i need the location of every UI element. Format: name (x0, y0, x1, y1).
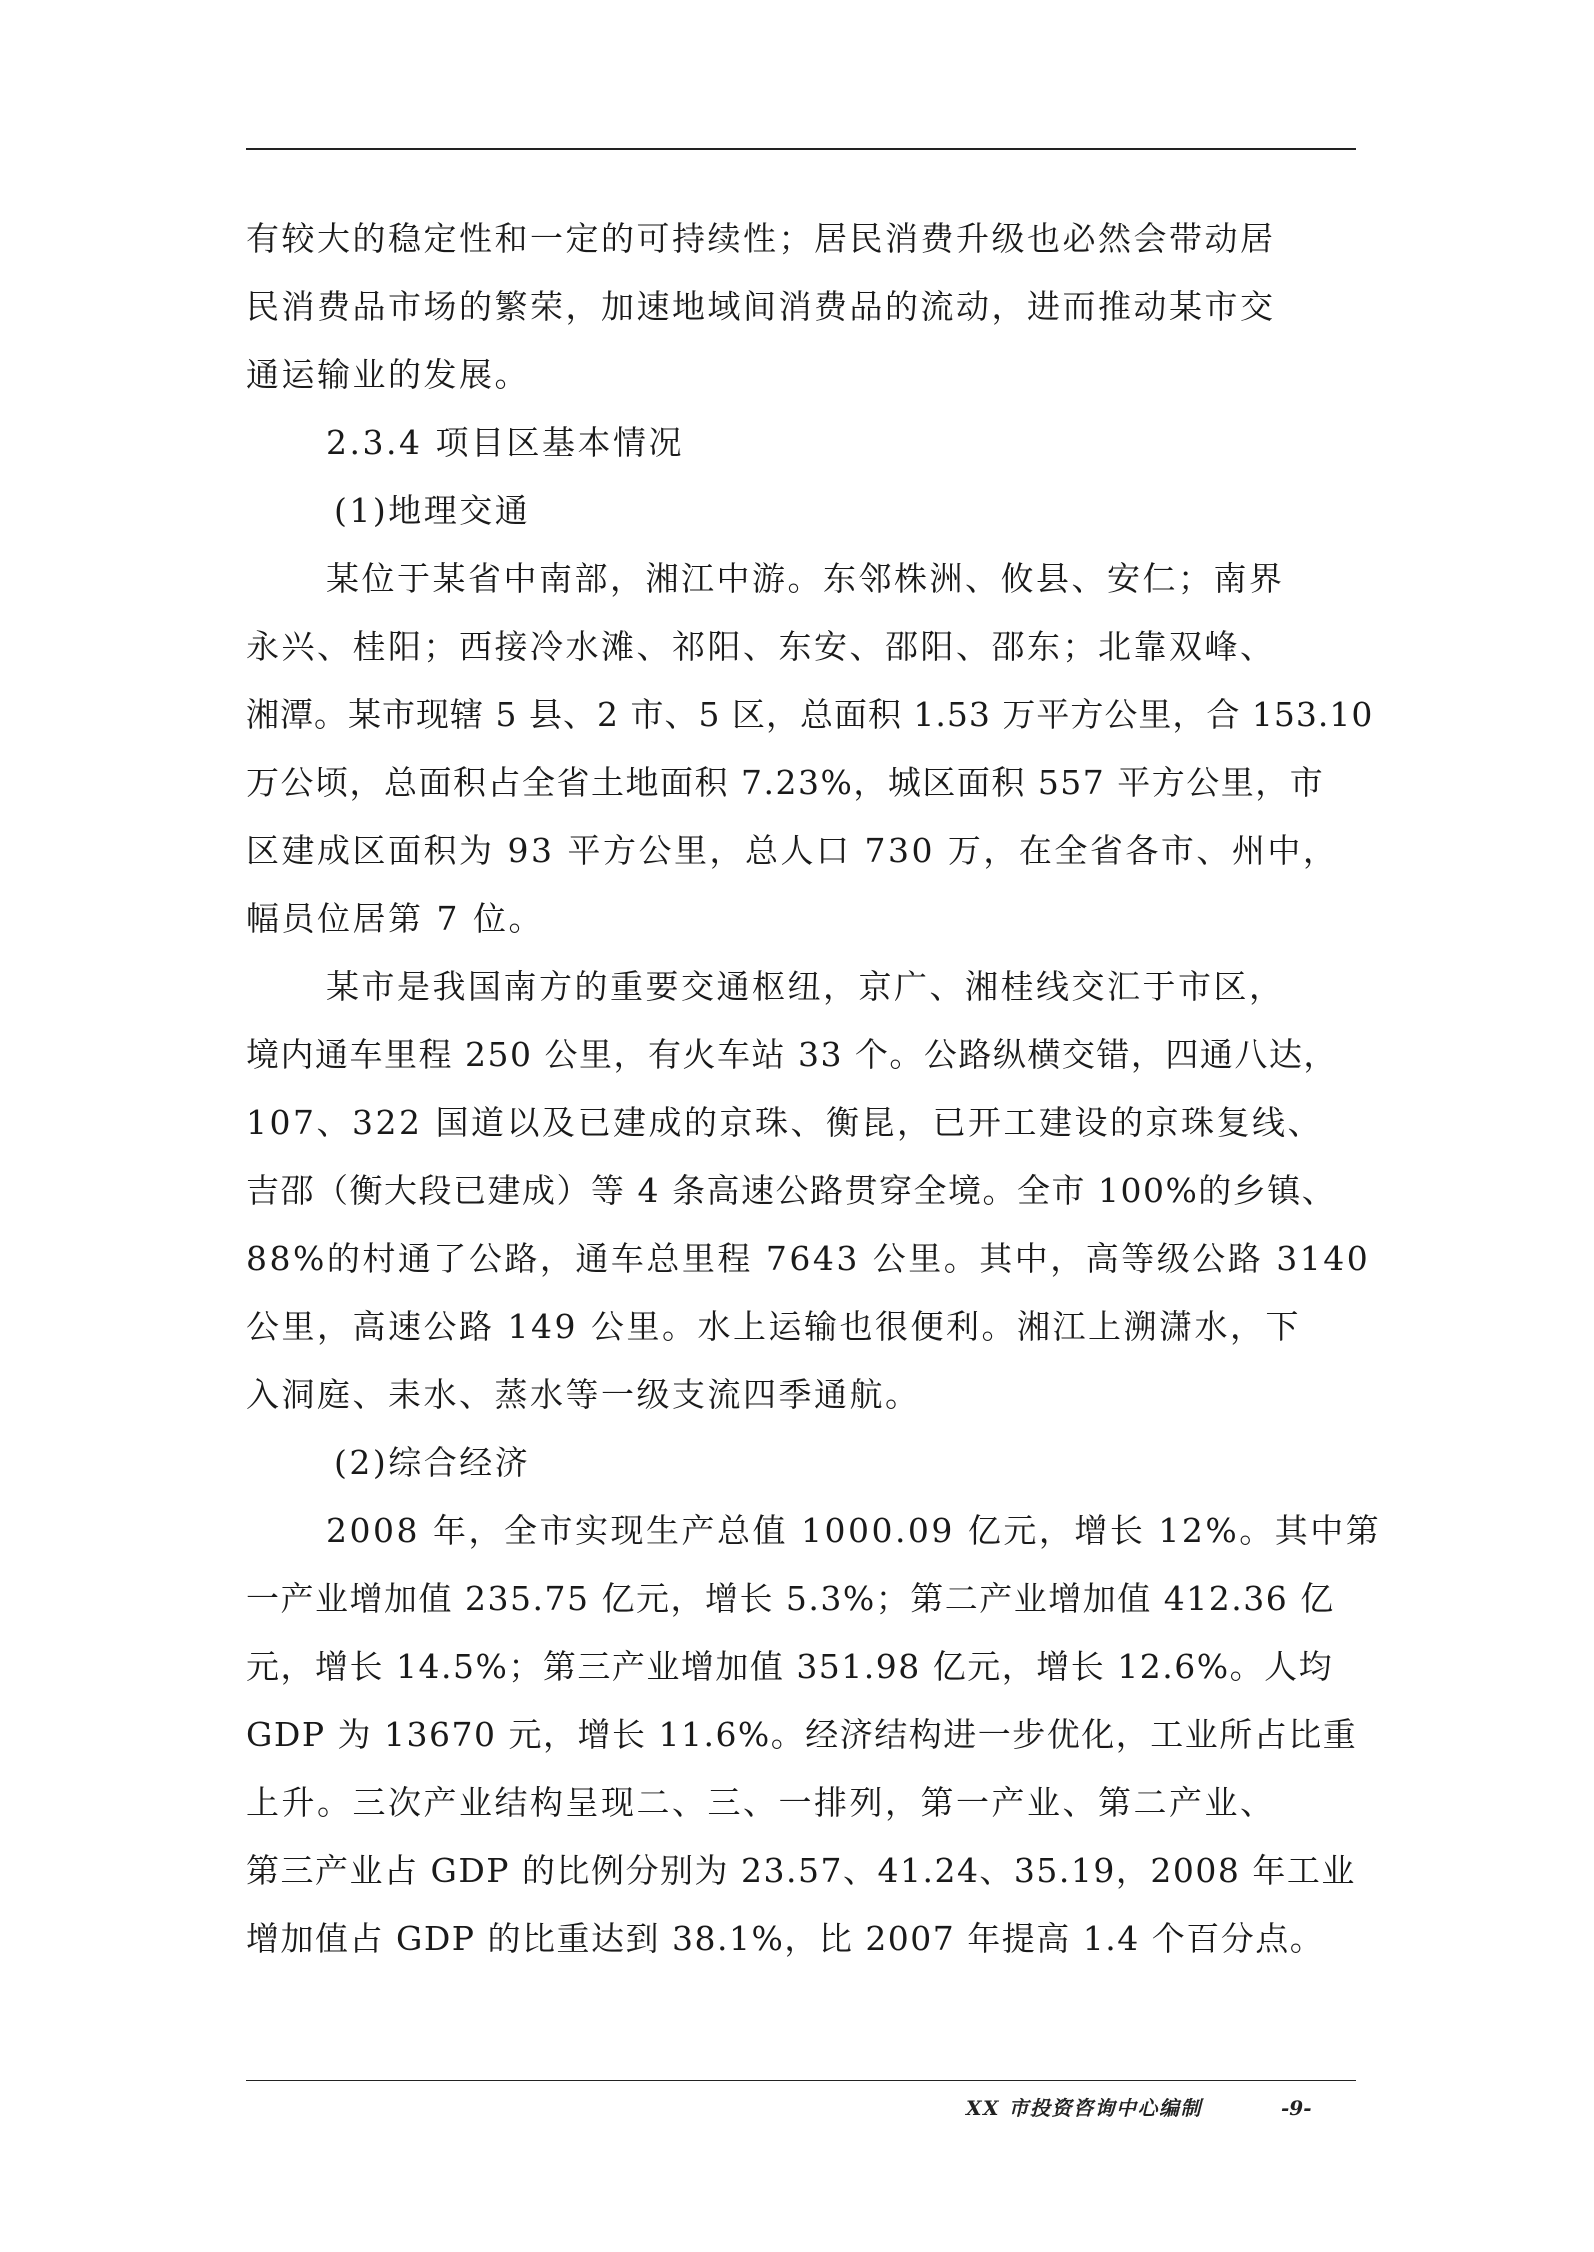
subsection-heading: (2)综合经济 (334, 1443, 531, 1482)
body-line: 有较大的稳定性和一定的可持续性；居民消费升级也必然会带动居 (246, 219, 1276, 258)
body-line: 境内通车里程 250 公里，有火车站 33 个。公路纵横交错，四通八达， (246, 1035, 1338, 1074)
body-line: 某市是我国南方的重要交通枢纽，京广、湘桂线交汇于市区， (326, 967, 1285, 1006)
page-number: -9- (1281, 2096, 1312, 2120)
body-line: 入洞庭、耒水、蒸水等一级支流四季通航。 (246, 1375, 921, 1414)
header-rule (246, 148, 1356, 150)
section-heading: 2.3.4 项目区基本情况 (326, 423, 684, 462)
subsection-heading: (1)地理交通 (334, 491, 531, 530)
body-line: 吉邵（衡大段已建成）等 4 条高速公路贯穿全境。全市 100%的乡镇、 (246, 1171, 1337, 1210)
page-footer (246, 2086, 1356, 2130)
body-line: 88%的村通了公路，通车总里程 7643 公里。其中，高等级公路 3140 (246, 1239, 1371, 1278)
body-line: 一产业增加值 235.75 亿元，增长 5.3%；第二产业增加值 412.36 亿 (246, 1579, 1335, 1618)
body-line: 区建成区面积为 93 平方公里，总人口 730 万，在全省各市、州中， (246, 831, 1339, 870)
body-line: 湘潭。某市现辖 5 县、2 市、5 区，总面积 1.53 万平方公里，合 153.10 (246, 695, 1374, 734)
body-line: 万公顷，总面积占全省土地面积 7.23%，城区面积 557 平方公里，市 (246, 763, 1325, 802)
body-line: 某位于某省中南部，湘江中游。东邻株洲、攸县、安仁；南界 (326, 559, 1285, 598)
body-line: 上升。三次产业结构呈现二、三、一排列，第一产业、第二产业、 (246, 1783, 1276, 1822)
document-body (246, 205, 1382, 1973)
body-line: 107、322 国道以及已建成的京珠、衡昆，已开工建设的京珠复线、 (246, 1103, 1323, 1142)
body-line: 民消费品市场的繁荣，加速地域间消费品的流动，进而推动某市交 (246, 287, 1276, 326)
body-line: 元，增长 14.5%；第三产业增加值 351.98 亿元，增长 12.6%。人均 (246, 1647, 1334, 1686)
body-line: 永兴、桂阳；西接冷水滩、祁阳、东安、邵阳、邵东；北靠双峰、 (246, 627, 1276, 666)
body-line: 公里，高速公路 149 公里。水上运输也很便利。湘江上溯潇水，下 (246, 1307, 1301, 1346)
body-line: GDP 为 13670 元，增长 11.6%。经济结构进一步优化，工业所占比重 (246, 1715, 1358, 1754)
body-line: 增加值占 GDP 的比重达到 38.1%，比 2007 年提高 1.4 个百分点。 (246, 1919, 1325, 1958)
footer-rule (246, 2080, 1356, 2081)
body-line: 2008 年，全市实现生产总值 1000.09 亿元，增长 12%。其中第 (326, 1511, 1382, 1550)
body-line: 幅员位居第 7 位。 (246, 899, 544, 938)
footer-organization: XX 市投资咨询中心编制 (966, 2096, 1202, 2120)
body-line: 第三产业占 GDP 的比例分别为 23.57、41.24、35.19，2008 年工业 (246, 1851, 1356, 1890)
body-line: 通运输业的发展。 (246, 355, 530, 394)
